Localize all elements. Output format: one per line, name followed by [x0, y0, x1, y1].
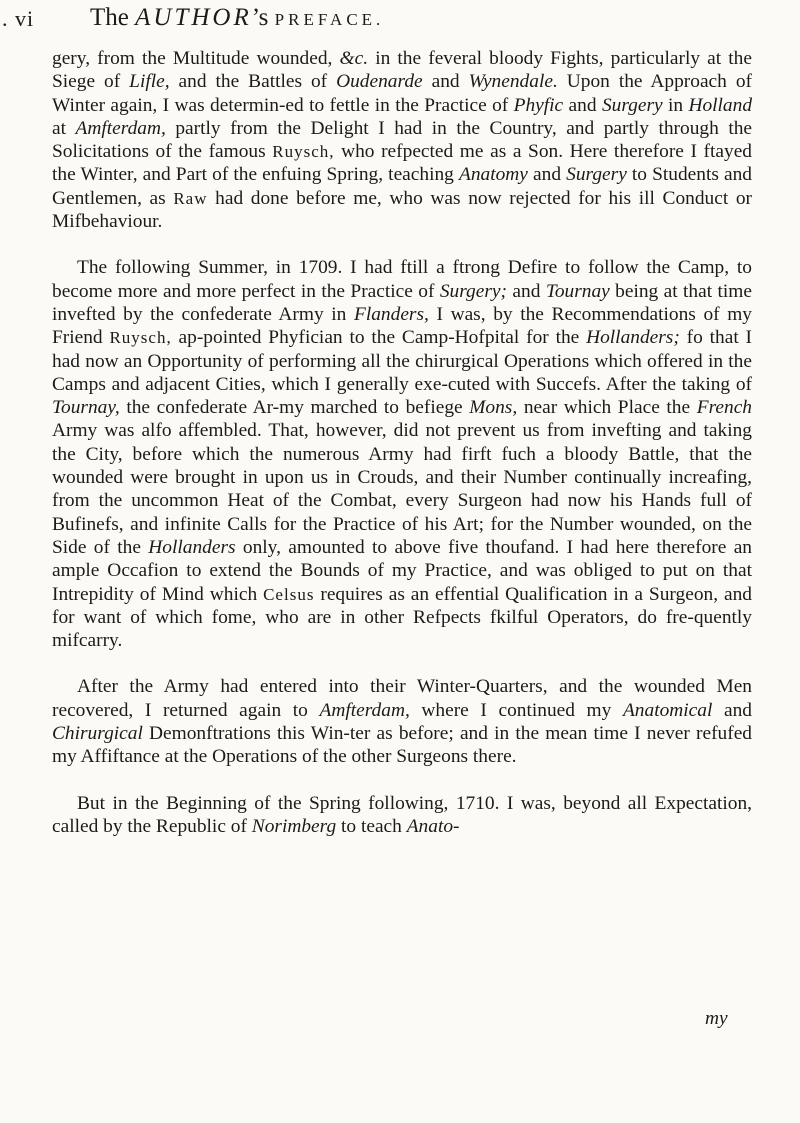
text-run: But in the Beginning of the Spring following, 1710. I was, beyond all Expectation, called by the Republic of [52, 792, 752, 837]
running-head-the: The [90, 4, 136, 31]
italic-run: Anatomy [458, 164, 528, 186]
italic-run: Wynendale. [468, 71, 558, 93]
text-run: being at that time invefted by the confederate Army in [52, 280, 752, 325]
italic-run: Chirurgical [52, 723, 143, 745]
italic-run: Flanders, [354, 303, 429, 325]
italic-run: Lifle, [129, 71, 170, 93]
italic-run: Anato- [406, 815, 460, 837]
italic-run: Amfterdam, [319, 699, 410, 721]
paragraph [52, 792, 752, 839]
running-head-preface: PREFACE. [274, 10, 385, 29]
italic-run: Tournay, [52, 397, 120, 419]
paragraph [52, 47, 752, 233]
text-run: who refpected me as a Son. Here therefore I ftayed the Winter, and Part of the enfuing Spring, teaching [52, 141, 752, 186]
folio-number: . vi [2, 6, 35, 31]
running-head-author: AUTHOR [135, 4, 252, 31]
text-run: near which Place the [517, 397, 697, 419]
italic-run: Surgery; [439, 280, 507, 302]
running-head-possessive: ’s [251, 4, 275, 31]
text-run: requires as an effential Qualification in a Surgeon, and for want of which fome, who are in other Refpects fkilful Operators, do fre-quently mifcarry. [52, 583, 752, 652]
smallcaps-name: Celsus [263, 584, 315, 604]
italic-run: Norimberg [251, 815, 337, 837]
text-run: only, amounted to above five thoufand. I had here therefore an ample Occafion to extend the Bounds of my Practice, and was obliged to put on that Intrepidity of Mind which [52, 536, 752, 605]
text-run: had done before me, who was now rejected for his ill Conduct or Mifbehaviour. [52, 187, 752, 233]
italic-run: Phyfic [513, 94, 564, 116]
text-run: fo that I had now an Opportunity of performing all the chirurgical Operations which offered in the Camps and adjacent Cities, which I generally exe-cuted with Succefs. After the taking of [52, 327, 752, 395]
text-run: The following Summer, in 1709. I had ftill a ftrong Defire to follow the Camp, to become more and more perfect in the Practice of [52, 257, 752, 302]
text-run: and [422, 71, 469, 93]
text-run: in the feveral bloody Fights, particularly at the Siege of [52, 48, 752, 93]
paragraph [52, 256, 752, 652]
italic-run: &c. [339, 48, 369, 69]
smallcaps-name: Ruysch, [109, 328, 172, 348]
text-run: gery, from the Multitude wounded, [52, 48, 340, 69]
running-head [90, 4, 650, 32]
italic-run: Holland [688, 94, 753, 116]
text-run: ap-pointed Phyfician to the Camp-Hofpital for the [171, 327, 587, 349]
italic-run: Mons, [469, 397, 518, 419]
body-text [52, 47, 752, 838]
text-run: partly from the Delight I had in the Country, and partly through the Solicitations of the famous [52, 117, 753, 163]
text-run: and [563, 94, 602, 116]
text-run: and [506, 280, 546, 302]
italic-run: Surgery [601, 94, 663, 116]
text-run: in [662, 94, 689, 116]
italic-run: Anatomical [622, 699, 713, 721]
text-run: Demonftrations this Win-ter as before; and in the mean time I never refufed my Affiftance at the Operations of the other Surgeons there. [52, 723, 752, 768]
text-run: to teach [336, 815, 407, 837]
text-run: and [712, 699, 752, 721]
text-run: to Students and Gentlemen, as [52, 164, 752, 209]
italic-run: French [696, 397, 752, 419]
text-run: where I continued my [409, 699, 623, 721]
italic-run: Surgery [566, 164, 627, 186]
catchword: my [705, 1008, 728, 1029]
text-run: Upon the Approach of Winter again, I was determin-ed to fettle in the Practice of [52, 71, 752, 116]
text-run: the confederate Ar-my marched to befiege [119, 397, 470, 419]
text-run: and [527, 164, 567, 186]
text-run: and the Battles of [169, 71, 337, 93]
smallcaps-name: Ruysch, [272, 142, 335, 162]
italic-run: Oudenarde [336, 71, 423, 93]
paragraph [52, 675, 752, 768]
text-run: I was, by the Recommendations of my Friend [52, 303, 752, 349]
smallcaps-name: Raw [173, 188, 208, 208]
italic-run: Hollanders [148, 536, 236, 558]
text-run: After the Army had entered into their Winter-Quarters, and the wounded Men recovered, I returned again to [52, 676, 752, 721]
text-run: Army was alfo affembled. That, however, did not prevent us from invefting and taking the City, before which the numerous Army had firft fuch a bloody Battle, that the wounded were brought in upon us in Crouds, and their Number continually increafing, from the uncommon Heat of the Combat, every Surgeon had now his Hands full of Bufinefs, and infinite Calls for the Practice of his Art; for the Number wounded, on the Side of the [52, 420, 752, 558]
italic-run: Hollanders; [586, 327, 680, 349]
italic-run: Tournay [545, 280, 610, 302]
italic-run: Amfterdam, [75, 117, 166, 139]
text-run: at [52, 117, 76, 139]
